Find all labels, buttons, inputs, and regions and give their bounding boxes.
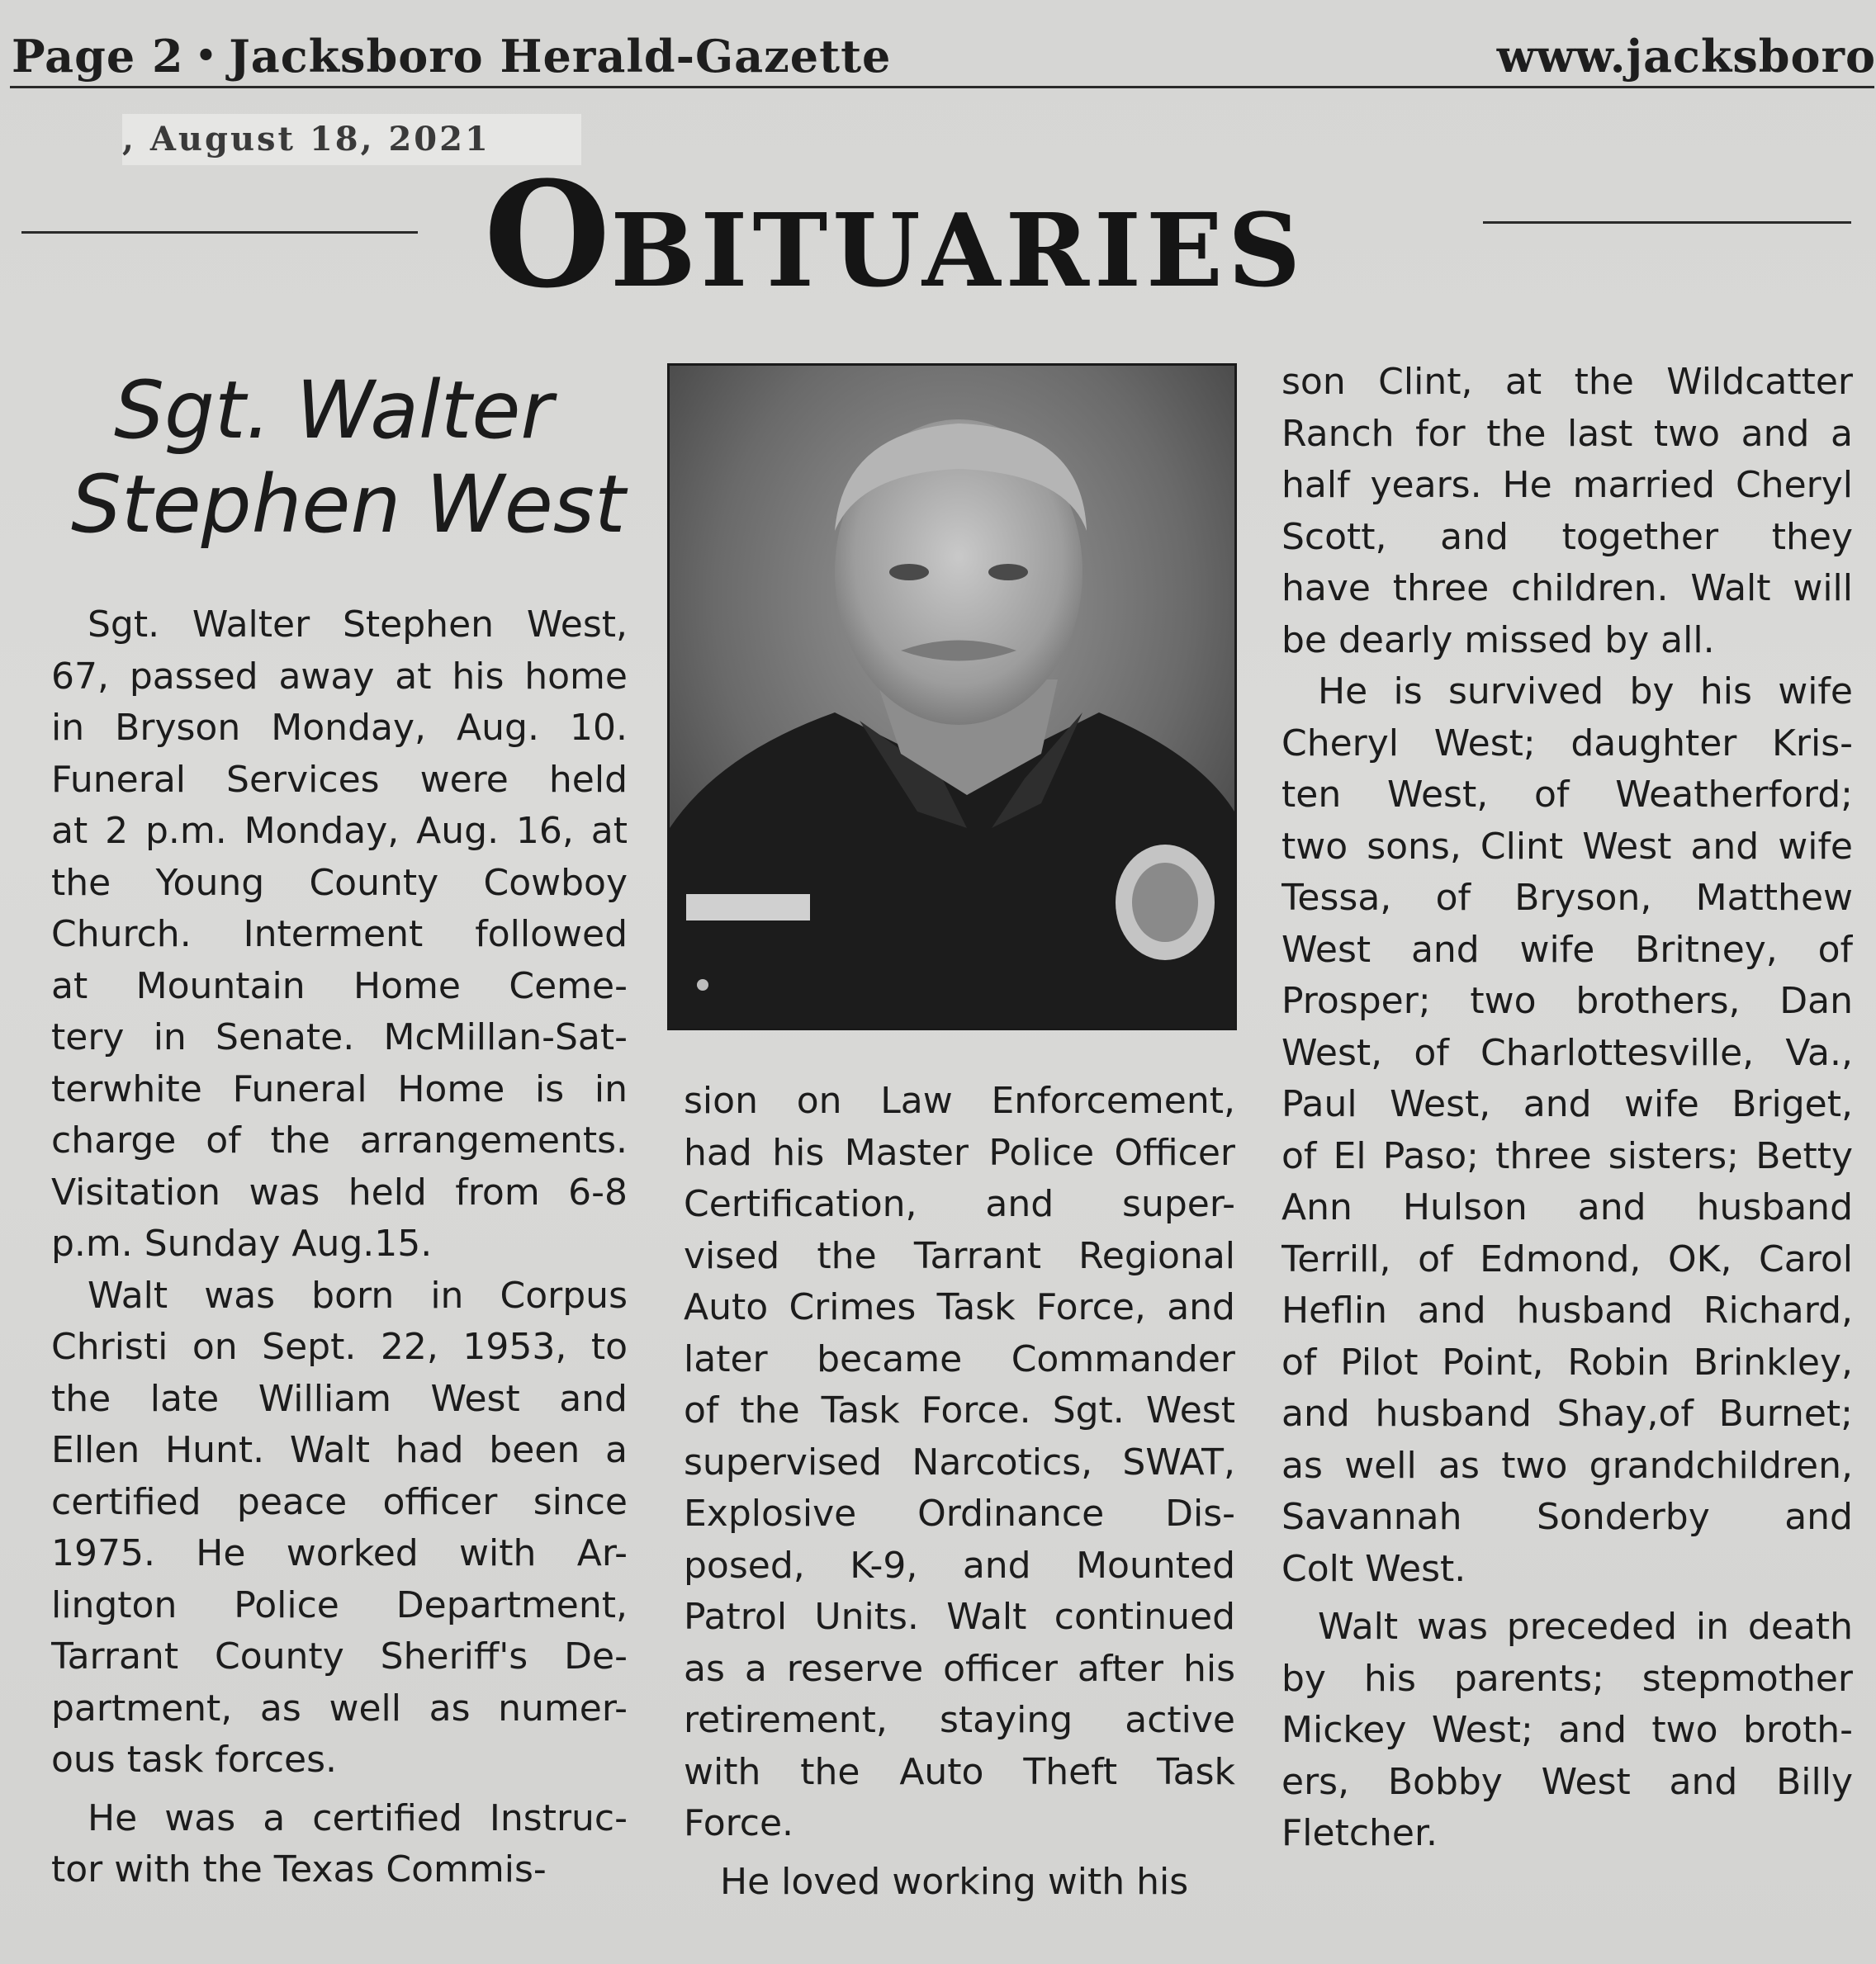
heading-rule-left bbox=[21, 231, 418, 234]
bullet-icon: • bbox=[195, 36, 218, 75]
text-line: tery in Senate. McMillan-Sat- bbox=[51, 1016, 628, 1058]
text-line: Savannah Sonderby and bbox=[1281, 1496, 1853, 1538]
dateline: , August 18, 2021 bbox=[122, 114, 581, 165]
text-line: Colt West. bbox=[1281, 1547, 1466, 1590]
text-line: at Mountain Home Ceme- bbox=[51, 964, 628, 1007]
masthead-left bbox=[12, 30, 891, 83]
text-line: had his Master Police Officer bbox=[684, 1131, 1235, 1174]
text-line: ous task forces. bbox=[51, 1739, 338, 1781]
masthead bbox=[12, 23, 1876, 88]
text-line: retirement, staying active bbox=[684, 1699, 1235, 1741]
text-line: sion on Law Enforcement, bbox=[684, 1080, 1235, 1122]
text-line: Patrol Units. Walt continued bbox=[684, 1596, 1235, 1638]
text-line: Ann Hulson and husband bbox=[1281, 1186, 1853, 1228]
text-line: Scott, and together they bbox=[1281, 515, 1853, 558]
masthead-rule bbox=[10, 86, 1874, 88]
text-line: have three children. Walt will bbox=[1281, 567, 1853, 609]
website-url: www.jacksboro bbox=[1496, 30, 1876, 83]
text-line: Visitation was held from 6-8 bbox=[51, 1171, 628, 1214]
text-line: Ellen Hunt. Walt had been a bbox=[51, 1429, 628, 1471]
text-column-3 bbox=[1281, 357, 1853, 1860]
text-line: Christi on Sept. 22, 1953, to bbox=[51, 1326, 628, 1368]
text-line: vised the Tarrant Regional bbox=[684, 1234, 1235, 1277]
text-line: Sgt. Walter Stephen West, bbox=[88, 603, 628, 646]
text-line: posed, K-9, and Mounted bbox=[684, 1544, 1235, 1587]
text-line: Ranch for the last two and a bbox=[1281, 412, 1853, 455]
text-line: in Bryson Monday, Aug. 10. bbox=[51, 707, 628, 749]
text-line: two sons, Clint West and wife bbox=[1281, 825, 1853, 868]
text-column-1 bbox=[51, 599, 628, 1896]
text-line: He was a certified Instruc- bbox=[88, 1796, 628, 1839]
text-line: 1975. He worked with Ar- bbox=[51, 1532, 628, 1574]
text-line: Paul West, and wife Briget, bbox=[1281, 1083, 1853, 1125]
text-line: Auto Crimes Task Force, and bbox=[684, 1286, 1235, 1328]
text-line: Explosive Ordinance Dis- bbox=[684, 1493, 1235, 1535]
text-line: the late William West and bbox=[51, 1377, 628, 1420]
text-line: Force. bbox=[684, 1802, 794, 1844]
text-line: p.m. Sunday Aug.15. bbox=[51, 1223, 433, 1265]
text-line: He is survived by his wife bbox=[1318, 670, 1853, 712]
text-line: Tarrant County Sheriff's De- bbox=[51, 1635, 628, 1678]
text-column-2 bbox=[684, 1076, 1235, 1908]
text-line: Tessa, of Bryson, Matthew bbox=[1281, 877, 1853, 919]
paragraph-gap bbox=[1281, 1595, 1853, 1602]
text-line: of El Paso; three sisters; Betty bbox=[1281, 1134, 1853, 1177]
text-line: Prosper; two brothers, Dan bbox=[1281, 980, 1853, 1022]
text-line: by his parents; stepmother bbox=[1281, 1657, 1853, 1700]
text-line: charge of the arrangements. bbox=[51, 1119, 628, 1162]
text-line: as a reserve officer after his bbox=[684, 1647, 1235, 1690]
text-line: Walt was preceded in death bbox=[1318, 1606, 1853, 1648]
section-title-rest: BITUARIES bbox=[610, 191, 1306, 310]
text-line: half years. He married Cheryl bbox=[1281, 464, 1853, 506]
text-line: Cheryl West; daughter Kris- bbox=[1281, 722, 1853, 764]
portrait-illustration bbox=[670, 366, 1234, 1028]
text-line: partment, as well as numer- bbox=[51, 1687, 628, 1730]
heading-rule-right bbox=[1483, 221, 1851, 224]
section-title bbox=[484, 149, 1442, 320]
paragraph-gap bbox=[51, 1787, 628, 1793]
text-line: supervised Narcotics, SWAT, bbox=[684, 1441, 1235, 1484]
text-line: as well as two grandchildren, bbox=[1281, 1444, 1853, 1487]
paper-name: Jacksboro Herald-Gazette bbox=[229, 30, 892, 83]
text-line: Certification, and super- bbox=[684, 1183, 1235, 1225]
text-line: the Young County Cowboy bbox=[51, 861, 628, 904]
text-line: Funeral Services were held bbox=[51, 758, 628, 801]
section-title-initial: O bbox=[484, 149, 611, 320]
text-line: Mickey West; and two broth- bbox=[1281, 1709, 1853, 1751]
text-line: ten West, of Weatherford; bbox=[1281, 774, 1853, 816]
text-line: certified peace officer since bbox=[51, 1480, 628, 1523]
text-line: terwhite Funeral Home is in bbox=[51, 1067, 628, 1110]
paragraph-gap bbox=[684, 1850, 1235, 1857]
text-line: Fletcher. bbox=[1281, 1812, 1438, 1854]
text-line: West, of Charlottesville, Va., bbox=[1281, 1031, 1853, 1074]
text-line: Heflin and husband Richard, bbox=[1281, 1290, 1853, 1332]
text-line: Terrill, of Edmond, OK, Carol bbox=[1281, 1238, 1853, 1280]
text-line: and husband Shay,of Burnet; bbox=[1281, 1393, 1853, 1435]
text-line: at 2 p.m. Monday, Aug. 16, at bbox=[51, 810, 628, 852]
text-line: lington Police Department, bbox=[51, 1583, 628, 1626]
text-line: of the Task Force. Sgt. West bbox=[684, 1389, 1235, 1432]
text-line: ers, Bobby West and Billy bbox=[1281, 1760, 1853, 1803]
portrait-photo-icon bbox=[667, 363, 1237, 1030]
text-line: tor with the Texas Commis- bbox=[51, 1848, 547, 1891]
text-line: Church. Interment followed bbox=[51, 913, 628, 955]
headline-line-1: Sgt. Walter bbox=[114, 364, 553, 457]
text-line: Walt was born in Corpus bbox=[88, 1274, 628, 1317]
obituary-headline bbox=[71, 363, 626, 551]
section-heading bbox=[0, 149, 1876, 320]
text-line: be dearly missed by all. bbox=[1281, 618, 1715, 661]
text-line: with the Auto Theft Task bbox=[684, 1750, 1235, 1793]
headline-line-2: Stephen West bbox=[71, 458, 626, 551]
page-number: Page 2 bbox=[12, 30, 184, 83]
text-line: later became Commander bbox=[684, 1337, 1235, 1380]
text-line: of Pilot Point, Robin Brinkley, bbox=[1281, 1341, 1853, 1384]
text-line: He loved working with his bbox=[720, 1860, 1189, 1903]
text-line: West and wife Britney, of bbox=[1281, 928, 1853, 971]
text-line: 67, passed away at his home bbox=[51, 655, 628, 698]
text-line: son Clint, at the Wildcatter bbox=[1281, 361, 1853, 403]
